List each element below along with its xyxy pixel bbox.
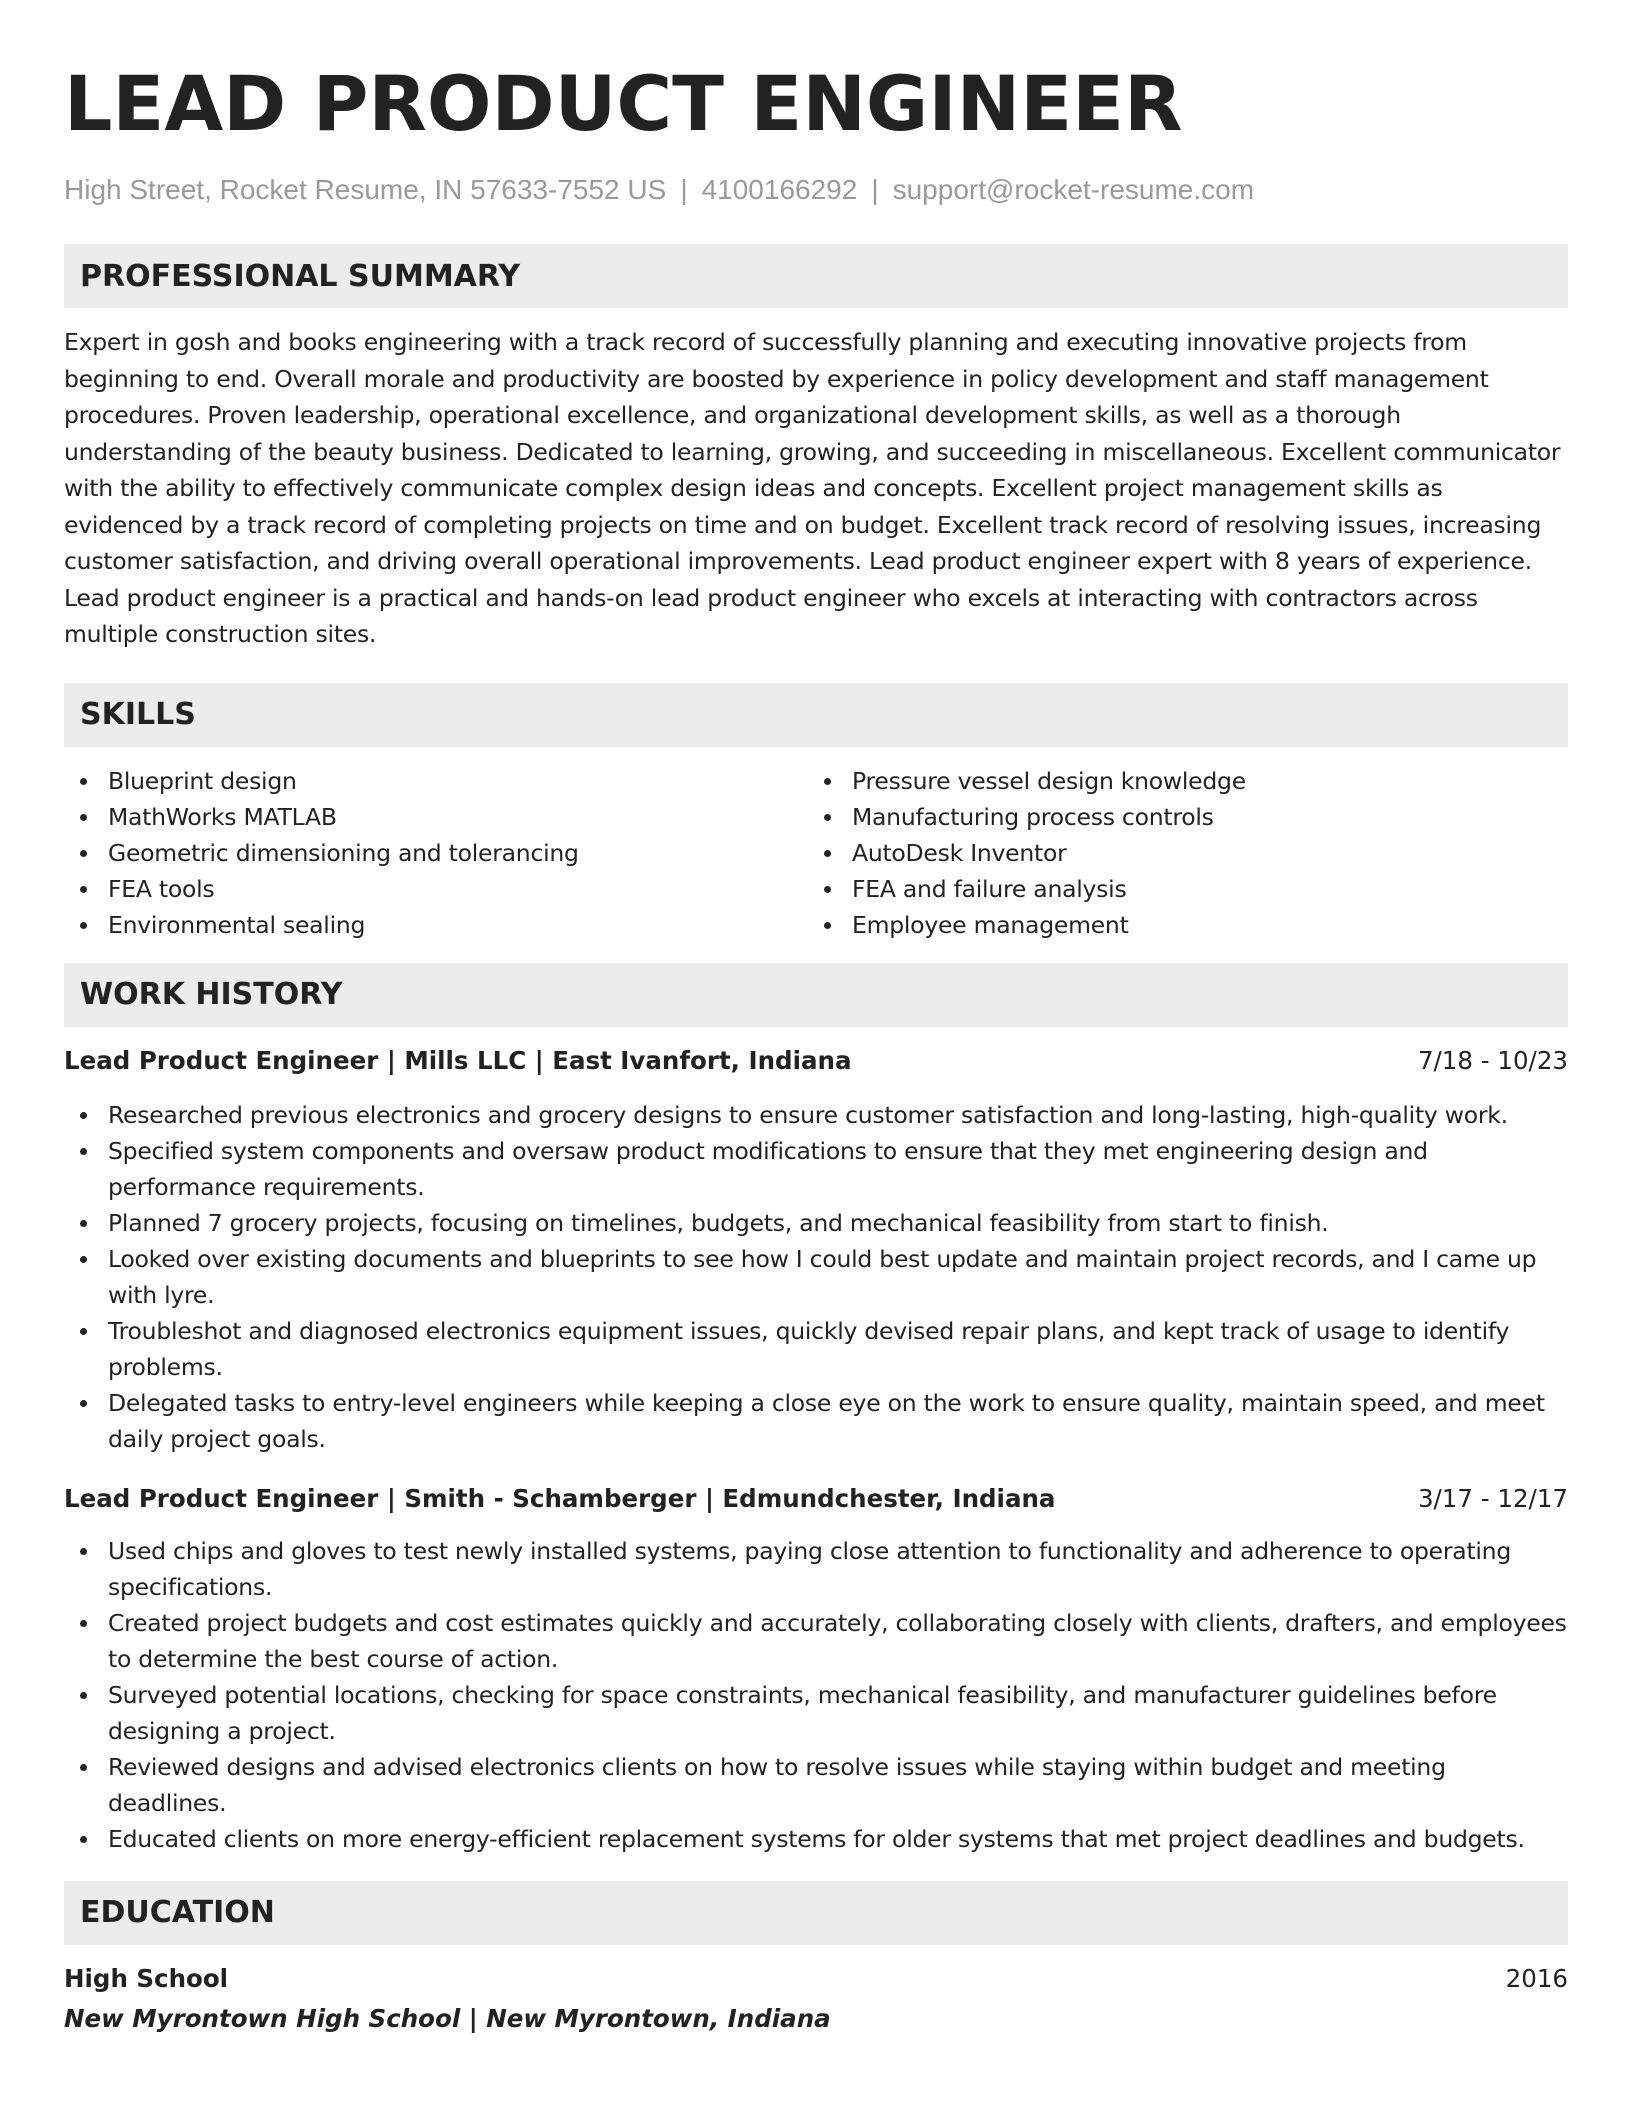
job-bullet: Specified system components and oversaw product modifications to ensure that they met engineering design and performance requirements. xyxy=(64,1133,1568,1205)
job-bullets xyxy=(64,1533,1568,1857)
contact-line xyxy=(64,172,1568,208)
job-heading: Lead Product Engineer | Mills LLC | East Ivanfort, Indiana xyxy=(64,1045,852,1075)
education-year: 2016 xyxy=(1505,1963,1568,1993)
section-header-education: EDUCATION xyxy=(64,1881,1568,1945)
skill-item: Geometric dimensioning and tolerancing xyxy=(64,835,816,871)
resume-name: LEAD PRODUCT ENGINEER xyxy=(64,59,1183,148)
education-header xyxy=(64,1961,1568,1997)
skills-column-right xyxy=(816,763,1568,943)
contact-separator: | xyxy=(871,174,879,205)
skill-item: AutoDesk Inventor xyxy=(816,835,1568,871)
skills-list xyxy=(64,763,1568,943)
job-dates: 3/17 - 12/17 xyxy=(1417,1483,1568,1513)
skill-item: FEA and failure analysis xyxy=(816,871,1568,907)
skills-column-left xyxy=(64,763,816,943)
job-bullet: Planned 7 grocery projects, focusing on timelines, budgets, and mechanical feasibility from start to finish. xyxy=(64,1205,1568,1241)
skill-item: Manufacturing process controls xyxy=(816,799,1568,835)
contact-address: High Street, Rocket Resume, IN 57633-7552 US xyxy=(64,174,667,205)
job-bullet: Researched previous electronics and grocery designs to ensure customer satisfaction and long-lasting, high-quality work. xyxy=(64,1097,1568,1133)
skill-item: Environmental sealing xyxy=(64,907,816,943)
job-bullet: Surveyed potential locations, checking for space constraints, mechanical feasibility, and manufacturer guidelines before designing a project. xyxy=(64,1677,1568,1749)
job-bullet: Reviewed designs and advised electronics clients on how to resolve issues while staying within budget and meeting deadlines. xyxy=(64,1749,1568,1821)
job-header xyxy=(64,1481,1568,1517)
job-bullet: Educated clients on more energy-efficient replacement systems for older systems that met project deadlines and budgets. xyxy=(64,1821,1568,1857)
skill-item: Blueprint design xyxy=(64,763,816,799)
section-header-skills: SKILLS xyxy=(64,683,1568,747)
summary-text: Expert in gosh and books engineering with a track record of successfully planning and executing innovative projects from beginning to end. Overall morale and productivity are boosted by experience in policy development and staff management procedures. Proven leadership, operational excellence, and organizational development skills, as well as a thorough understanding of the beauty business. Dedicated to learning, growing, and succeeding in miscellaneous. Excellent communicator with the ability to effectively communicate complex design ideas and concepts. Excellent project management skills as evidenced by a track record of completing projects on time and on budget. Excellent track record of resolving issues, increasing customer satisfaction, and driving overall operational improvements. Lead product engineer expert with 8 years of experience. Lead product engineer is a practical and hands-on lead product engineer who excels at interacting with contractors across multiple construction sites. xyxy=(64,328,1561,648)
job-bullet: Delegated tasks to entry-level engineers while keeping a close eye on the work to ensure quality, maintain speed, and meet daily project goals. xyxy=(64,1385,1568,1457)
skill-item: MathWorks MATLAB xyxy=(64,799,816,835)
skill-item: FEA tools xyxy=(64,871,816,907)
job-bullet: Used chips and gloves to test newly installed systems, paying close attention to functionality and adherence to operating specifications. xyxy=(64,1533,1568,1605)
education-school: New Myrontown High School | New Myrontown, Indiana xyxy=(64,2003,831,2033)
contact-email: support@rocket-resume.com xyxy=(892,174,1255,205)
education-degree: High School xyxy=(64,1963,229,1993)
job-entry xyxy=(64,1481,1568,1857)
job-bullet: Looked over existing documents and blueprints to see how I could best update and maintain project records, and I came up with lyre. xyxy=(64,1241,1568,1313)
job-heading: Lead Product Engineer | Smith - Schamberger | Edmundchester, Indiana xyxy=(64,1483,1056,1513)
job-entry xyxy=(64,1043,1568,1457)
job-bullets xyxy=(64,1097,1568,1457)
job-dates: 7/18 - 10/23 xyxy=(1417,1045,1568,1075)
skill-item: Employee management xyxy=(816,907,1568,943)
job-header xyxy=(64,1043,1568,1079)
contact-separator: | xyxy=(680,174,688,205)
job-bullet: Created project budgets and cost estimates quickly and accurately, collaborating closely with clients, drafters, and employees to determine the best course of action. xyxy=(64,1605,1568,1677)
section-header-summary: PROFESSIONAL SUMMARY xyxy=(64,244,1568,308)
contact-phone: 4100166292 xyxy=(701,174,858,205)
skill-item: Pressure vessel design knowledge xyxy=(816,763,1568,799)
section-header-work-history: WORK HISTORY xyxy=(64,963,1568,1027)
job-bullet: Troubleshot and diagnosed electronics equipment issues, quickly devised repair plans, and kept track of usage to identify problems. xyxy=(64,1313,1568,1385)
